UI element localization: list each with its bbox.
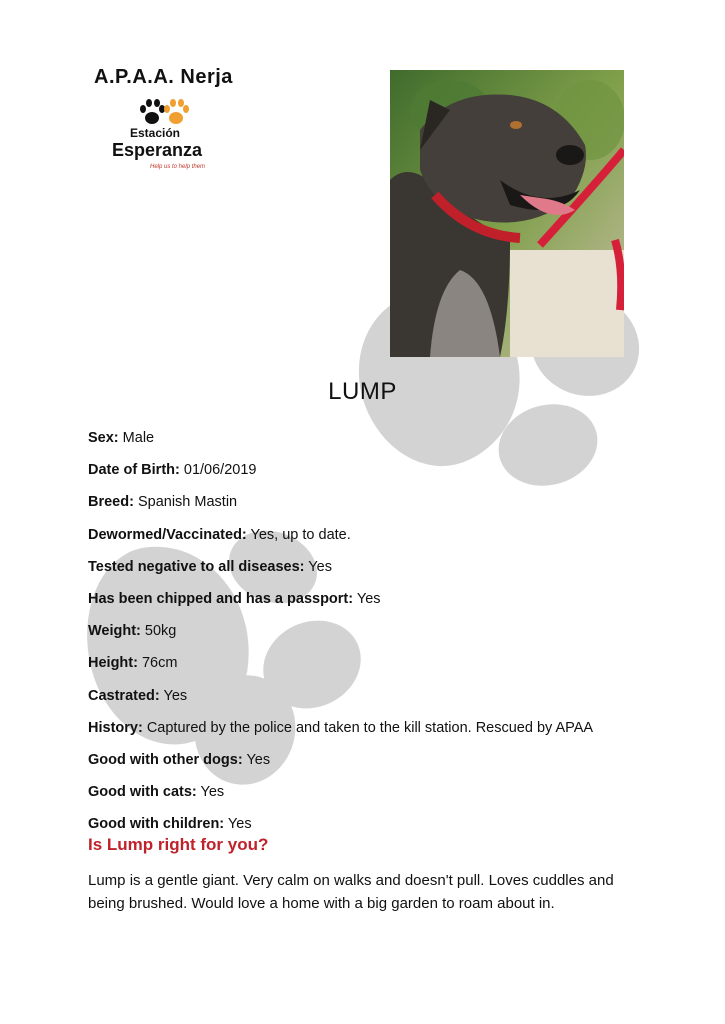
fact-row bbox=[88, 422, 688, 454]
fact-value: Yes bbox=[200, 784, 225, 801]
fact-label: History: bbox=[88, 719, 143, 736]
fact-label: Castrated: bbox=[88, 687, 160, 704]
fact-label: Good with cats: bbox=[88, 784, 197, 801]
organization-logo bbox=[90, 66, 240, 184]
fact-value: Yes, up to date. bbox=[250, 526, 351, 543]
fact-label: Has been chipped and has a passport: bbox=[88, 590, 354, 607]
fact-value: Yes bbox=[163, 687, 188, 704]
dog-facts-list bbox=[88, 422, 688, 840]
fact-label: Tested negative to all diseases: bbox=[88, 558, 305, 575]
fact-value: Yes bbox=[227, 816, 252, 833]
fact-value: Yes bbox=[356, 590, 381, 607]
fact-row bbox=[88, 647, 688, 679]
fact-row bbox=[88, 680, 688, 712]
fact-label: Height: bbox=[88, 655, 138, 672]
paw-prints-icon bbox=[138, 96, 192, 128]
fact-value: Yes bbox=[246, 751, 271, 768]
fact-row bbox=[88, 454, 688, 486]
fact-row bbox=[88, 776, 688, 808]
fact-label: Breed: bbox=[88, 494, 134, 511]
fact-value: Yes bbox=[308, 558, 332, 575]
dog-description: Lump is a gentle giant. Very calm on walks and doesn't pull. Loves cuddles and being brushed. Would love a home with a big garden to roam about in. bbox=[88, 872, 614, 912]
logo-tagline: Help us to help them bbox=[150, 164, 206, 170]
fact-label: Good with other dogs: bbox=[88, 751, 243, 768]
fact-row bbox=[88, 744, 688, 776]
logo-subtitle: Esperanza bbox=[112, 140, 203, 160]
fact-row bbox=[88, 583, 688, 615]
fact-label: Good with children: bbox=[88, 816, 225, 833]
fact-value: 01/06/2019 bbox=[183, 462, 257, 479]
fact-label: Sex: bbox=[88, 430, 119, 446]
fact-label: Date of Birth: bbox=[88, 462, 180, 479]
fact-row bbox=[88, 486, 688, 518]
fact-label: Dewormed/Vaccinated: bbox=[88, 526, 247, 543]
fact-row bbox=[88, 712, 688, 744]
fact-row bbox=[88, 519, 688, 551]
fact-value: Male bbox=[122, 430, 155, 446]
logo-subtitle: Estación bbox=[130, 126, 181, 140]
logo-title: A.P.A.A. Nerja bbox=[94, 66, 233, 88]
fact-value: Spanish Mastin bbox=[137, 494, 238, 511]
fact-value: 50kg bbox=[144, 623, 177, 640]
fact-row bbox=[88, 615, 688, 647]
dog-photo-image bbox=[390, 70, 624, 357]
fact-value: Captured by the police and taken to the kill station. Rescued by APAA bbox=[146, 719, 594, 736]
dog-photo bbox=[390, 70, 624, 357]
fact-value: 76cm bbox=[141, 655, 178, 672]
dog-name: LUMP bbox=[328, 378, 397, 405]
fact-label: Weight: bbox=[88, 623, 141, 640]
fact-row bbox=[88, 551, 688, 583]
adoption-question: Is Lump right for you? bbox=[88, 835, 269, 854]
